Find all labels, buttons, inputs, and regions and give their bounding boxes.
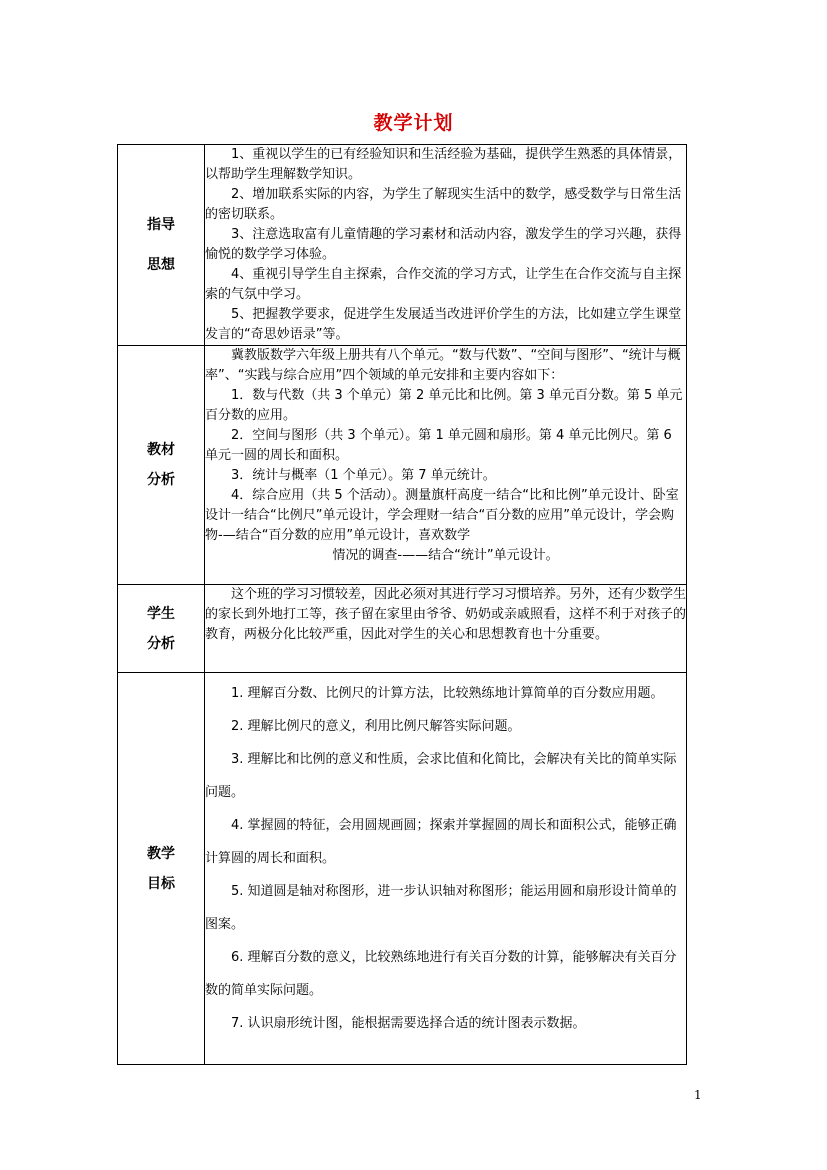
label-students-line1: 学生 (147, 605, 175, 622)
goals-para-4: 4. 掌握圆的特征，会用圆规画圆；探索并掌握圆的周长和面积公式，能够正确计算圆的周长和面积。 (205, 818, 677, 866)
materials-para-1: 冀教版数学六年级上册共有八个单元。“数与代数”、“空间与图形”、“统计与概率”、“实践与综合应用”四个领域的单元安排和主要内容如下： (205, 348, 681, 383)
guiding-para-1: 1、重视以学生的已有经验知识和生活经验为基础，提供学生熟悉的具体情景，以帮助学生理解数学知识。 (205, 147, 682, 182)
goals-para-5: 5. 知道圆是轴对称图形，进一步认识轴对称图形；能运用圆和扇形设计简单的图案。 (205, 884, 677, 932)
label-students-line2: 分析 (147, 635, 175, 652)
label-guiding (118, 145, 205, 346)
row-students (118, 585, 687, 673)
goals-para-2: 2. 理解比例尺的意义，利用比例尺解答实际问题。 (231, 719, 521, 734)
label-students (118, 585, 205, 673)
row-goals (118, 673, 687, 1065)
label-goals-line1: 教学 (147, 845, 175, 862)
guiding-para-4: 4、重视引导学生自主探索，合作交流的学习方式，让学生在合作交流与自主探索的气氛中学习。 (205, 267, 682, 302)
page-title: 教学计划 (373, 112, 454, 134)
row-guiding (118, 145, 687, 346)
guiding-para-5: 5、把握教学要求，促进学生发展适当改进评价学生的方法，比如建立学生课堂发言的“奇思妙语录”等。 (205, 307, 682, 342)
goals-para-1: 1. 理解百分数、比例尺的计算方法，比较熟练地计算简单的百分数应用题。 (231, 686, 664, 701)
materials-para-3: 2．空间与图形（共 3 个单元）。第 1 单元圆和扇形。第 4 单元比例尺。第 6 单元一圆的周长和面积。 (205, 428, 672, 463)
content-students (205, 585, 687, 673)
row-materials (118, 346, 687, 585)
goals-para-3: 3. 理解比和比例的意义和性质，会求比值和化简比，会解决有关比的简单实际问题。 (205, 752, 677, 800)
guiding-para-2: 2、增加联系实际的内容，为学生了解现实生活中的数学，感受数学与日常生活的密切联系。 (205, 187, 682, 222)
label-materials (118, 346, 205, 585)
materials-para-4: 3．统计与概率（1 个单元）。第 7 单元统计。 (231, 468, 496, 483)
content-guiding (205, 145, 687, 346)
plan-table (117, 144, 687, 1065)
page-number: 1 (694, 1088, 702, 1102)
goals-para-6: 6. 理解百分数的意义，比较熟练地进行有关百分数的计算，能够解决有关百分数的简单实际问题。 (205, 950, 677, 998)
label-guiding-line1: 指导 (147, 217, 175, 233)
label-materials-line1: 教材 (147, 442, 175, 458)
label-materials-line2: 分析 (147, 472, 175, 488)
label-goals (118, 673, 205, 1065)
materials-para-6: 情况的调查-——结合“统计”单元设计。 (332, 548, 559, 563)
content-goals (205, 673, 687, 1065)
students-para-1: 这个班的学习习惯较差，因此必须对其进行学习习惯培养。另外，还有少数学生的家长到外地打工等，孩子留在家里由爷爷、奶奶或亲戚照看，这样不利于对孩子的教育，两极分化比较严重，因此对学生的关心和思想教育也十分重要。 (205, 587, 687, 642)
label-guiding-line2: 思想 (147, 257, 175, 273)
materials-para-5: 4．综合应用（共 5 个活动）。测量旗杆高度一结合“比和比例”单元设计、卧室设计一结合“比例尺”单元设计，学会理财一结合“百分数的应用”单元设计，学会购物-—结合“百分数的应用”单元设计，喜欢数学 (205, 488, 679, 543)
guiding-para-3: 3、注意选取富有儿童情趣的学习素材和活动内容，激发学生的学习兴趣，获得愉悦的数学学习体验。 (205, 227, 682, 262)
materials-para-2: 1．数与代数（共 3 个单元）第 2 单元比和比例。第 3 单元百分数。第 5 单元百分数的应用。 (205, 388, 683, 423)
label-goals-line2: 目标 (147, 875, 175, 892)
goals-para-7: 7. 认识扇形统计图，能根据需要选择合适的统计图表示数据。 (231, 1016, 586, 1031)
content-materials (205, 346, 687, 585)
